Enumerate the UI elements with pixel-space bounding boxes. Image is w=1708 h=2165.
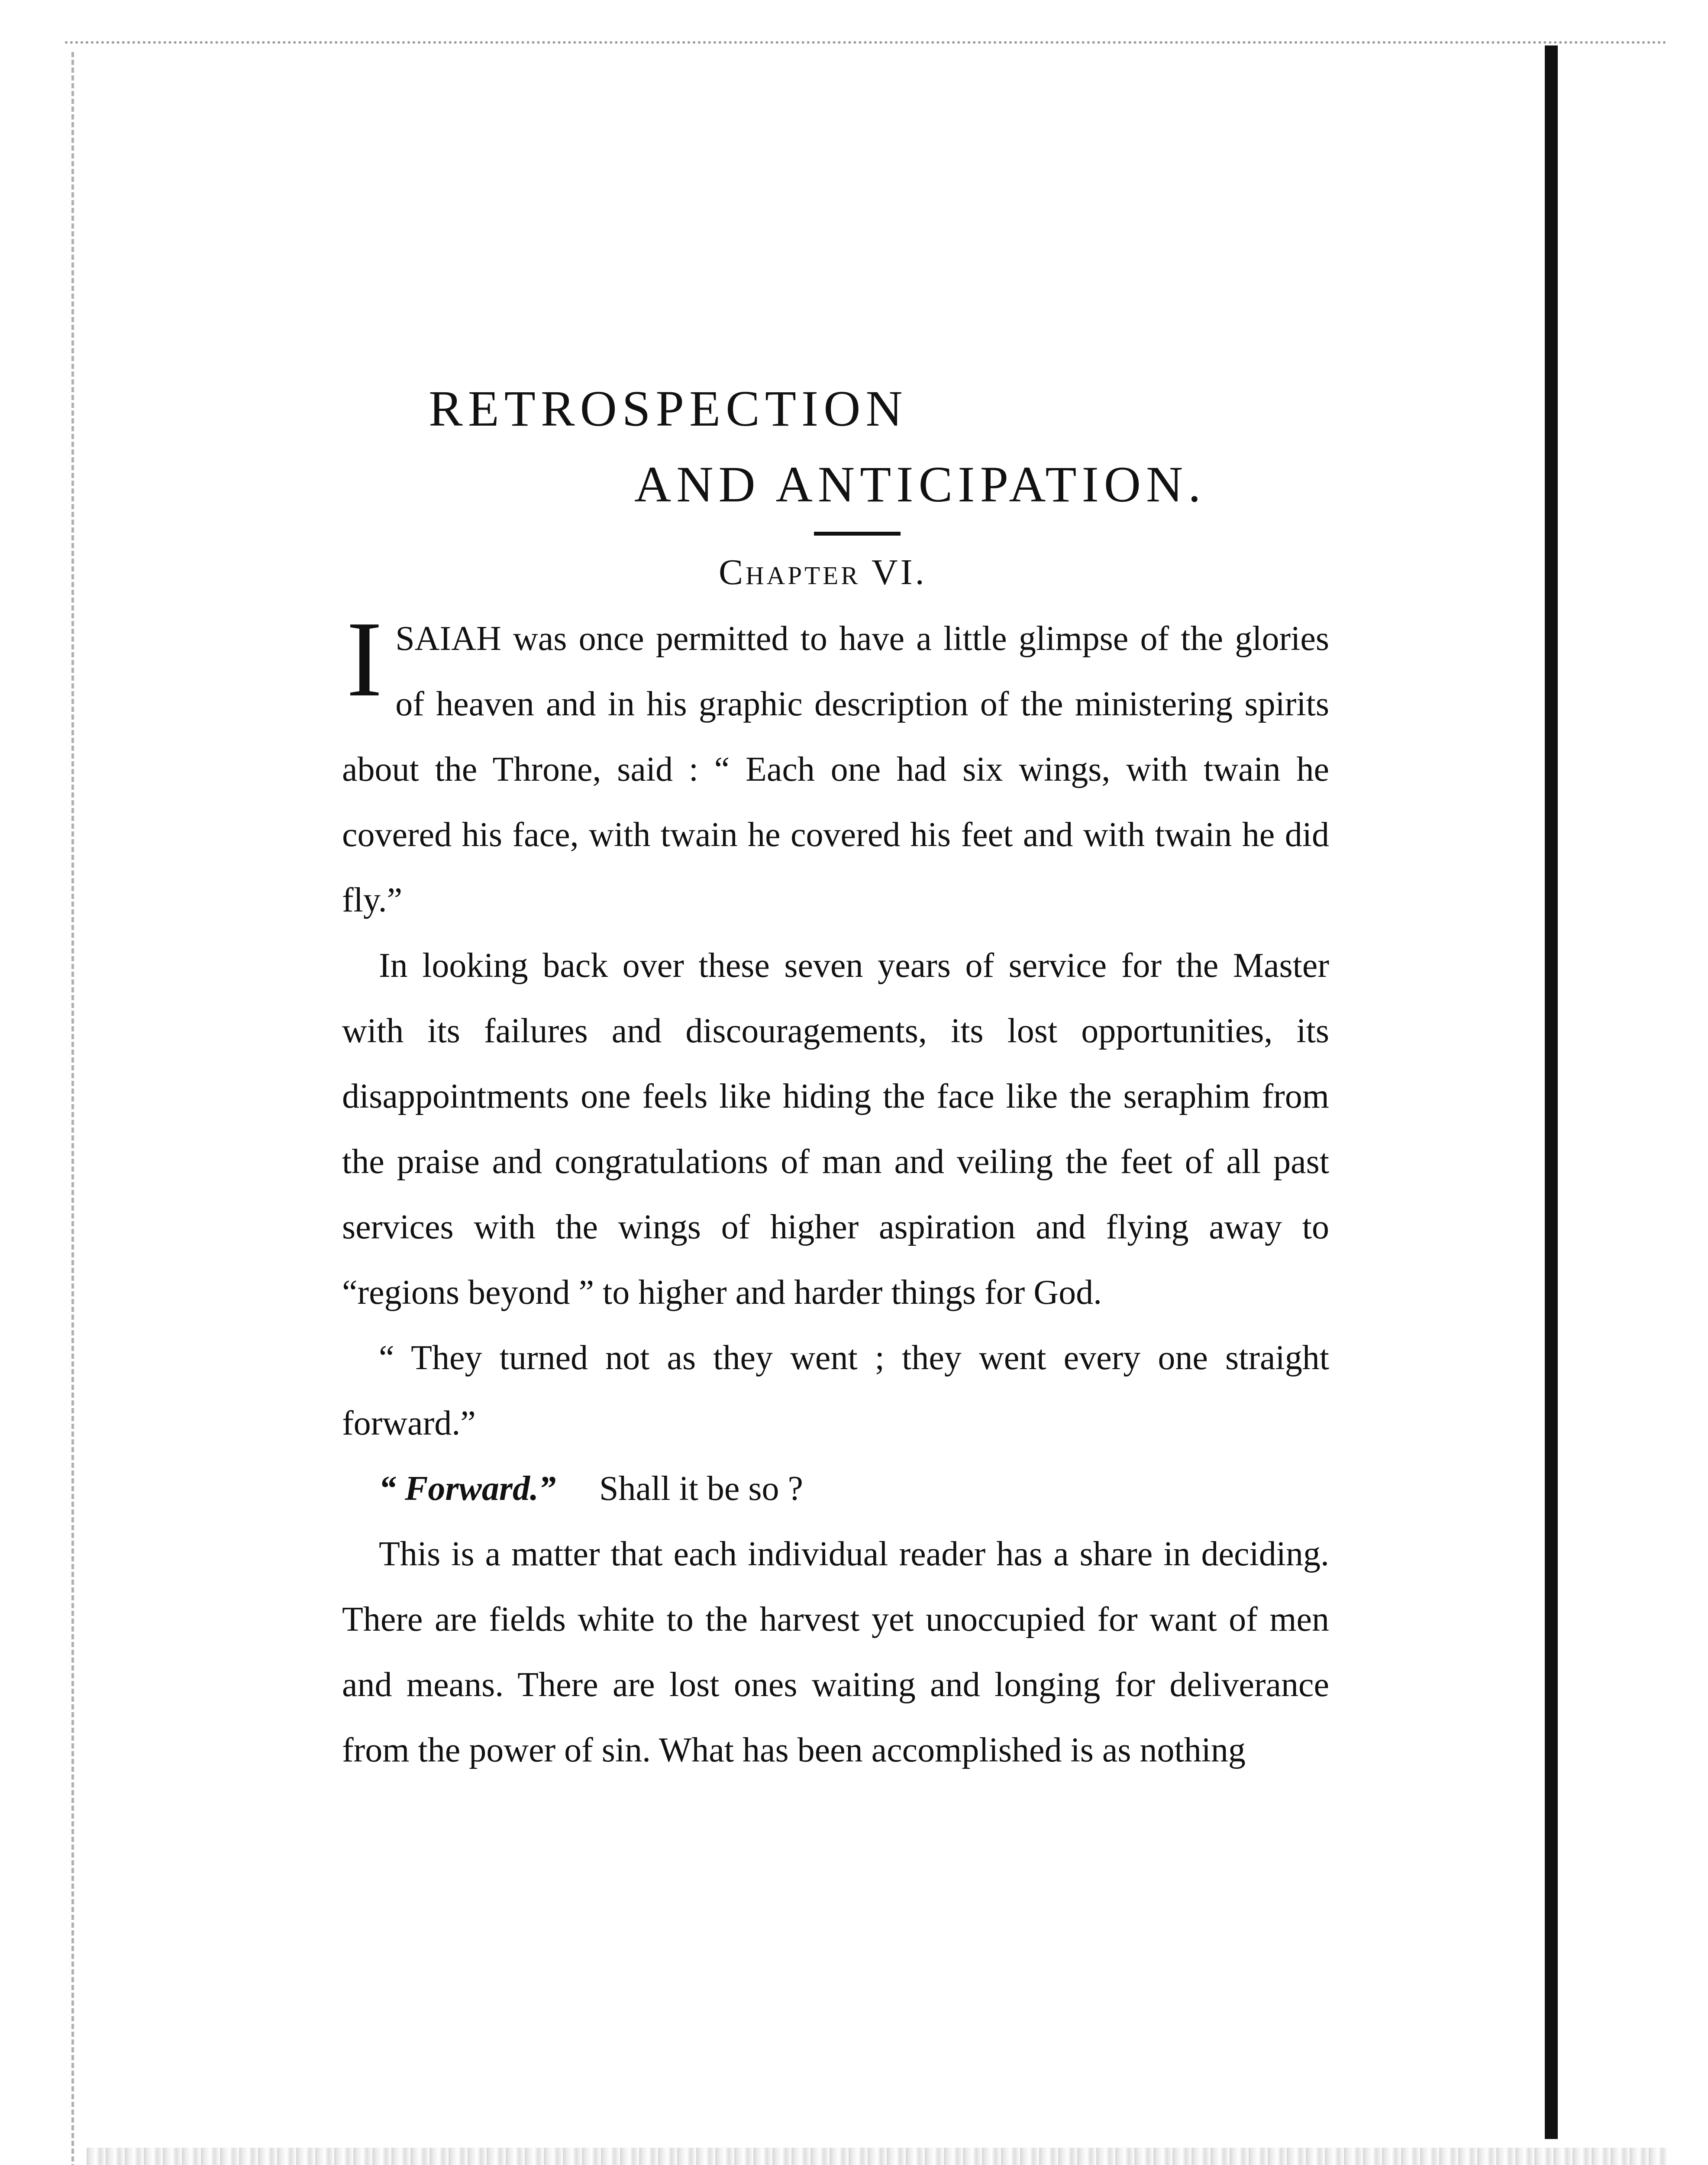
- scan-binding-shadow: [1545, 45, 1558, 2139]
- paragraph-4-rest: Shall it be so ?: [599, 1470, 804, 1508]
- title-line-2: AND ANTICIPATION.: [634, 456, 1206, 513]
- scan-left-edge: [71, 52, 74, 2165]
- paragraph-4: [342, 1456, 1329, 1522]
- chapter-heading: Chapter VI.: [719, 552, 927, 592]
- title-line-1: RETROSPECTION: [429, 380, 908, 437]
- paragraph-1-text: SAIAH was once permitted to have a little glimpse of the glories of heaven and in his graphic description of the ministering spirits about the Throne, said : “ Each one had six wings, with twain he covered his face, with twain he covered his feet and with twain he did fly.”: [342, 620, 1329, 919]
- body-text: [342, 599, 1329, 1783]
- paragraph-2: In looking back over these seven years of service for the Master with its failures and discouragements, its lost opportunities, its disappointments one feels like hiding the face like the seraphim from the praise and congratulations of man and veiling the feet of all past services with the wings of higher aspiration and flying away to “regions beyond ” to higher and harder things for God.: [342, 947, 1329, 1312]
- paragraph-1: [342, 599, 1329, 933]
- title-rule: [814, 532, 901, 536]
- paragraph-3: “ They turned not as they went ; they went every one straight forward.”: [342, 1339, 1329, 1442]
- paragraph-5: This is a matter that each individual reader has a share in deciding. There are fields white to the harvest yet unoccupied for want of men and means. There are lost ones waiting and longing for deliverance from the power of sin. What has been accomplished is as nothing: [342, 1535, 1329, 1769]
- drop-cap: I: [346, 599, 383, 719]
- scan-top-edge: [65, 41, 1667, 44]
- forward-quote: “ Forward.”: [379, 1470, 556, 1508]
- scan-bottom-noise: [87, 2148, 1667, 2165]
